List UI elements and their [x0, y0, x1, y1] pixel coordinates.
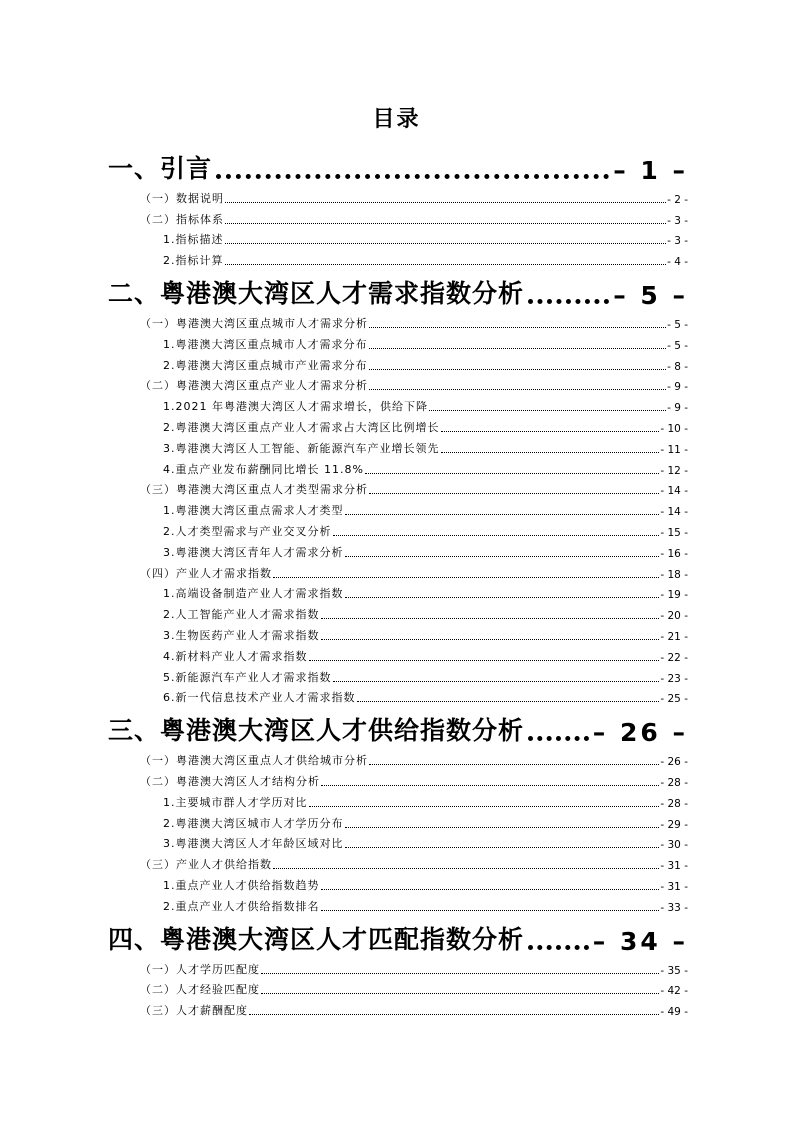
dot-leader [369, 369, 667, 370]
toc-page-number: - 3 - [667, 235, 688, 248]
toc-page-number: – 26 – [592, 718, 688, 748]
dot-leader [309, 660, 660, 661]
toc-subsection-entry[interactable] [108, 518, 688, 539]
dot-leader [345, 514, 660, 515]
dot-leader [309, 806, 660, 807]
toc-entry-label: 1.粤港澳大湾区重点需求人才类型 [163, 504, 344, 518]
toc-subsection-entry[interactable] [108, 393, 688, 414]
toc-page-number: - 8 - [667, 360, 688, 373]
toc-entry-label: 一、引言 [108, 154, 213, 183]
toc-page-number: - 28 - [660, 776, 688, 789]
toc-entry-label: 2.人才类型需求与产业交叉分析 [163, 524, 332, 538]
dot-leader [365, 473, 659, 474]
toc-page-number: - 14 - [660, 506, 688, 519]
toc-entry-label: 4.重点产业发布薪酬同比增长 11.8% [163, 462, 364, 476]
dot-leader [369, 389, 666, 390]
toc-page-number: - 18 - [660, 568, 688, 581]
toc-entry-label: 3.粤港澳大湾区青年人才需求分析 [163, 545, 344, 559]
toc-chapter-entry[interactable] [108, 705, 688, 747]
toc-subsection-entry[interactable] [108, 601, 688, 622]
toc-subsection-entry[interactable] [108, 331, 688, 352]
dot-leader [225, 202, 666, 203]
toc-entry-label: （三）产业人才供给指数 [140, 858, 272, 872]
toc-entry-label: （一）粤港澳大湾区重点城市人才需求分析 [140, 316, 368, 330]
dot-leader [345, 827, 660, 828]
toc-subsection-entry[interactable] [108, 685, 688, 706]
dot-leader [321, 639, 660, 640]
toc-page-number: - 12 - [660, 464, 688, 477]
toc-page-number: - 10 - [660, 422, 688, 435]
toc-subsection-entry[interactable] [108, 581, 688, 602]
dot-leader [345, 556, 660, 557]
toc-entry-label: （二）人才经验匹配度 [140, 983, 260, 997]
toc-page-number: - 5 - [667, 339, 688, 352]
toc-entry-label: （二）粤港澳大湾区人才结构分析 [140, 774, 320, 788]
toc-page-number: - 28 - [660, 797, 688, 810]
toc-page-number: - 9 - [667, 402, 688, 415]
toc-subsection-entry[interactable] [108, 456, 688, 477]
toc-entry-label: （三）人才薪酬配度 [140, 1004, 248, 1018]
toc-entry-label: 3.粤港澳大湾区人工智能、新能源汽车产业增长领先 [163, 441, 440, 455]
dot-leader [369, 764, 659, 765]
toc-subsection-entry[interactable] [108, 497, 688, 518]
toc-page-number: - 31 - [660, 880, 688, 893]
dot-leader [273, 868, 659, 869]
toc-entry-label: 1.高端设备制造产业人才需求指数 [163, 587, 344, 601]
dot-leader [369, 348, 667, 349]
toc-entry-label: 1.粤港澳大湾区重点城市人才需求分布 [163, 337, 368, 351]
toc-section-entry[interactable] [108, 851, 688, 872]
toc-page-number: - 5 - [667, 318, 688, 331]
toc-page-number: - 2 - [667, 193, 688, 206]
toc-page-number: – 1 – [613, 156, 688, 185]
toc-subsection-entry[interactable] [108, 831, 688, 852]
toc-page-number: - 14 - [660, 485, 688, 498]
toc-entry-label: （二）粤港澳大湾区重点产业人才需求分析 [140, 379, 368, 393]
toc-subsection-entry[interactable] [108, 352, 688, 373]
dot-leader [333, 535, 660, 536]
toc-section-entry[interactable] [108, 997, 688, 1018]
toc-chapter-entry[interactable] [108, 268, 688, 310]
toc-entry-label: （一）数据说明 [140, 191, 224, 205]
dot-leader [273, 577, 659, 578]
toc-entry-label: （三）粤港澳大湾区重点人才类型需求分析 [140, 483, 368, 497]
toc-page-number: - 33 - [660, 901, 688, 914]
toc-subsection-entry[interactable] [108, 664, 688, 685]
toc-entry-label: 二、粤港澳大湾区人才需求指数分析 [108, 279, 525, 309]
toc-subsection-entry[interactable] [108, 643, 688, 664]
dot-leader [357, 701, 660, 702]
toc-entry-label: 1.2021 年粤港澳大湾区人才需求增长，供给下降 [163, 400, 428, 414]
toc-subsection-entry[interactable] [108, 539, 688, 560]
toc-entry-label: 2.粤港澳大湾区重点产业人才需求占大湾区比例增长 [163, 420, 440, 434]
toc-entry-label: 2.指标计算 [163, 254, 224, 268]
dot-leader [261, 993, 659, 994]
dot-leader [369, 327, 666, 328]
toc-entry-label: （四）产业人才需求指数 [140, 566, 272, 580]
dot-leader [528, 736, 589, 741]
dot-leader [225, 264, 667, 265]
toc-page-number: - 15 - [660, 526, 688, 539]
toc-page-number: - 49 - [660, 1006, 688, 1019]
toc-chapter-entry[interactable] [108, 143, 688, 185]
toc-page-number: - 23 - [660, 672, 688, 685]
toc-section-entry[interactable] [108, 560, 688, 581]
dot-leader [261, 973, 659, 974]
dot-leader [321, 618, 660, 619]
toc-entry-label: 2.粤港澳大湾区重点城市产业需求分布 [163, 358, 368, 372]
dot-leader [225, 243, 667, 244]
toc-page-number: - 42 - [660, 985, 688, 998]
dot-leader [216, 174, 609, 179]
toc-entry-label: 1.重点产业人才供给指数趋势 [163, 878, 320, 892]
toc-page-number: - 26 - [660, 756, 688, 769]
dot-leader [345, 847, 660, 848]
toc-page-number: - 25 - [660, 693, 688, 706]
toc-entry-label: 3.粤港澳大湾区人才年龄区域对比 [163, 837, 344, 851]
toc-page-number: - 4 - [667, 256, 688, 269]
toc-page-number: - 20 - [660, 610, 688, 623]
dot-leader [225, 223, 666, 224]
dot-leader [528, 945, 589, 950]
toc-subsection-entry[interactable] [108, 622, 688, 643]
toc-entry-label: 6.新一代信息技术产业人才需求指数 [163, 691, 356, 705]
toc-entry-label: 1.指标描述 [163, 233, 224, 247]
toc-entry-label: 三、粤港澳大湾区人才供给指数分析 [108, 716, 525, 746]
toc-entry-label: 四、粤港澳大湾区人才匹配指数分析 [108, 924, 525, 954]
toc-section-entry[interactable] [108, 956, 688, 977]
toc-subsection-entry[interactable] [108, 435, 688, 456]
toc-entry-label: （一）粤港澳大湾区重点人才供给城市分析 [140, 754, 368, 768]
dot-leader [429, 410, 666, 411]
toc-entry-label: （一）人才学历匹配度 [140, 962, 260, 976]
toc-chapter-entry[interactable] [108, 914, 688, 956]
toc-page-number: – 34 – [592, 926, 688, 956]
toc-section-entry[interactable] [108, 477, 688, 498]
toc-entry-label: 5.新能源汽车产业人才需求指数 [163, 670, 332, 684]
dot-leader [528, 299, 609, 304]
dot-leader [321, 785, 659, 786]
toc-page-number: - 3 - [667, 214, 688, 227]
toc-entry-label: 1.主要城市群人才学历对比 [163, 795, 308, 809]
dot-leader [321, 910, 660, 911]
toc-page-number: - 11 - [660, 443, 688, 456]
dot-leader [249, 1014, 659, 1015]
toc-page-number: - 29 - [660, 818, 688, 831]
toc-subsection-entry[interactable] [108, 810, 688, 831]
toc-page-number: - 16 - [660, 547, 688, 560]
toc-subsection-entry[interactable] [108, 247, 688, 268]
dot-leader [441, 452, 660, 453]
dot-leader [333, 681, 660, 682]
toc-page-number: - 31 - [660, 860, 688, 873]
toc-entry-label: 3.生物医药产业人才需求指数 [163, 628, 320, 642]
toc-section-entry[interactable] [108, 747, 688, 768]
toc-section-entry[interactable] [108, 185, 688, 206]
toc-page-number: - 22 - [660, 651, 688, 664]
toc-subsection-entry[interactable] [108, 872, 688, 893]
toc-page-number: - 19 - [660, 589, 688, 602]
toc-entry-label: 2.重点产业人才供给指数排名 [163, 899, 320, 913]
toc-entry-label: （二）指标体系 [140, 212, 224, 226]
table-of-contents [108, 143, 688, 1018]
toc-section-entry[interactable] [108, 373, 688, 394]
dot-leader [441, 431, 660, 432]
dot-leader [321, 889, 660, 890]
toc-page-number: - 21 - [660, 630, 688, 643]
toc-subsection-entry[interactable] [108, 414, 688, 435]
toc-entry-label: 2.人工智能产业人才需求指数 [163, 608, 320, 622]
toc-section-entry[interactable] [108, 768, 688, 789]
toc-page-number: – 5 – [613, 281, 688, 311]
toc-subsection-entry[interactable] [108, 893, 688, 914]
dot-leader [345, 597, 660, 598]
toc-section-entry[interactable] [108, 977, 688, 998]
toc-subsection-entry[interactable] [108, 227, 688, 248]
toc-subsection-entry[interactable] [108, 789, 688, 810]
toc-entry-label: 4.新材料产业人才需求指数 [163, 649, 308, 663]
toc-entry-label: 2.粤港澳大湾区城市人才学历分布 [163, 816, 344, 830]
toc-section-entry[interactable] [108, 206, 688, 227]
dot-leader [369, 493, 659, 494]
toc-title: 目录 [372, 107, 421, 132]
toc-page-number: - 30 - [660, 839, 688, 852]
toc-page-number: - 35 - [660, 964, 688, 977]
toc-section-entry[interactable] [108, 310, 688, 331]
toc-page-number: - 9 - [667, 381, 688, 394]
